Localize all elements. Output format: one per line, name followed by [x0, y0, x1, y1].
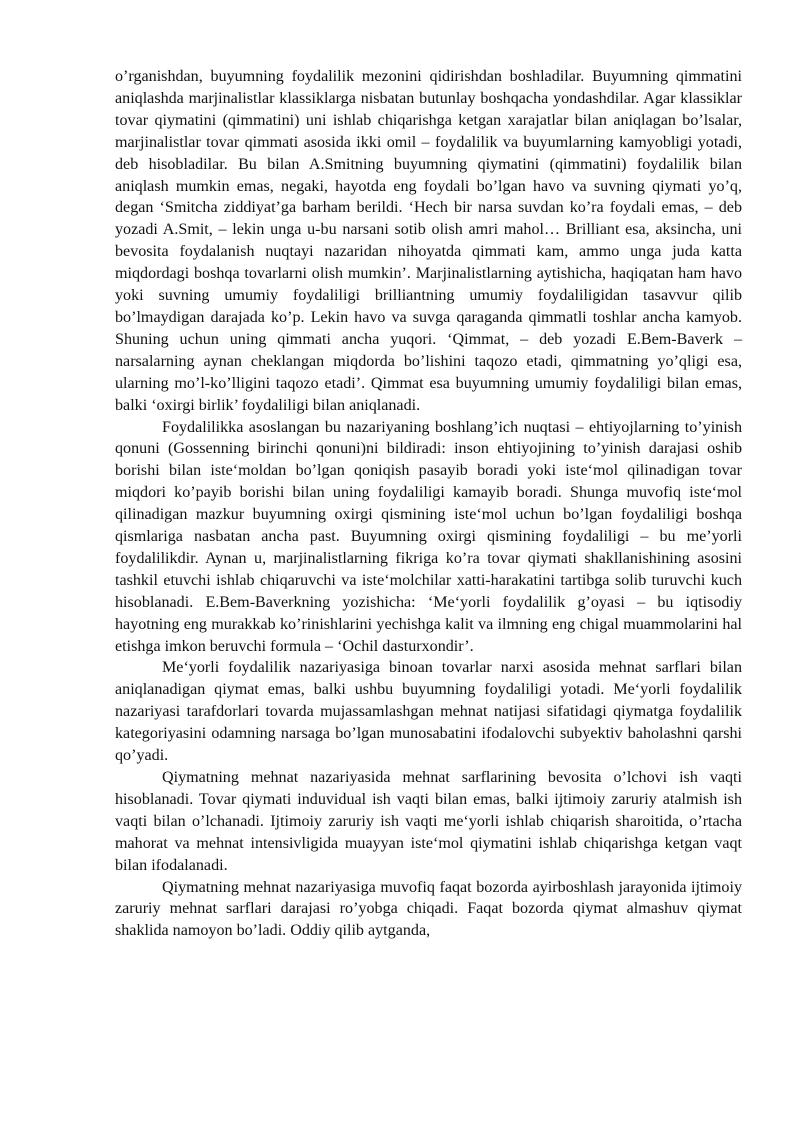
paragraph-marginalist-value: o’rganishdan, buyumning foydalilik mezonini qidirishdan boshladilar. Buyumning qimmatini aniqlashda marjinalistlar klassiklarga nisbatan butunlay boshqacha yondashdilar. Agar klassiklar tovar qiymatini (qimmatini) uni ishlab chiqarishga ketgan xarajatlar bilan aniqlagan bo’lsalar, marjinalistlar tovar qimmati asosida ikki omil – foydalilik va buyumlarning kamyobligi yotadi, deb hisobladilar. Bu bilan A.Smitning buyumning qiymatini (qimmatini) foydalilik bilan aniqlash mumkin emas, negaki, hayotda eng foydali bo’lgan havo va suvning qiymati yo’q, degan ‘Smitcha ziddiyat’ga barham berildi. ‘Hech bir narsa suvdan ko’ra foydali emas, – deb yozadi A.Smit, – lekin unga u-bu narsani sotib olish amri mahol… Brilliant esa, aksincha, uni bevosita foydalanish nuqtayi nazaridan nihoyatda qimmati kam, ammo unga juda katta miqdordagi boshqa tovarlarni olish mumkin’. Marjinalistlarning aytishicha, haqiqatan ham havo yoki suvning umumiy foydaliligi brilliantning umumiy foydaliligidan tasavvur qilib bo’lmaydigan darajada ko’p. Lekin havo va suvga qaraganda qimmatli toshlar ancha kamyob. Shuning uchun uning qimmati ancha yuqori. ‘Qimmat, – deb yozadi E.Bem-Baverk – narsalarning aynan cheklangan miqdorda bo’lishini taqozo etadi, qimmatning yo’qligi esa, ularning mo’l-ko’lligini taqozo etadi’. Qimmat esa buyumning umumiy foydaliligi bilan emas, balki ‘oxirgi birlik’ foydaliligi bilan aniqlanadi.: [115, 68, 742, 414]
paragraph-saturation-law: Foydalilikka asoslangan bu nazariyaning boshlang’ich nuqtasi – ehtiyojlarning to’yinish qonuni (Gossenning birinchi qonuni)ni bildiradi: inson ehtiyojining to’yinish darajasi oshib borishi bilan iste‘moldan bo’lgan qoniqish pasayib boradi yoki iste‘mol qilinadigan tovar miqdori ko’payib borishi bilan uning foydaliligi kamayib boradi. Shunga muvofiq iste‘mol qilinadigan mazkur buyumning oxirgi qismining iste‘mol uchun bo’lgan foydaliligi boshqa qismlariga nasbatan ancha past. Buyumning oxirgi qismining foydaliligi – bu me’yorli foydalilikdir. Aynan u, marjinalistlarning fikriga ko’ra tovar qiymati shakllanishining asosini tashkil etuvchi ishlab chiqaruvchi va iste‘molchilar xatti-harakatini tartibga solib turuvchi kuch hisoblanadi. E.Bem-Baverkning yozishicha: ‘Me‘yorli foydalilik g’oyasi – bu iqtisodiy hayotning eng murakkab ko’rinishlarini yechishga kalit va ilmning eng chigal muammolarini hal etishga imkon beruvchi formula – ‘Ochil dasturxondir’.: [115, 418, 742, 655]
paragraph-labor-time: Qiymatning mehnat nazariyasida mehnat sarflarining bevosita o’lchovi ish vaqti hisoblanadi. Tovar qiymati induvidual ish vaqti bilan emas, balki ijtimoiy zaruriy atalmish ish vaqti bilan o’lchanadi. Ijtimoiy zaruriy ish vaqti me‘yorli ishlab chiqarish sharoitida, o’rtacha mahorat va mehnat intensivligida muayyan iste‘mol qiymatini ishlab chiqarishga ketgan vaqt bilan ifodalanadi.: [115, 769, 742, 874]
paragraph-market-exchange: Qiymatning mehnat nazariyasiga muvofiq faqat bozorda ayirboshlash jarayonida ijtimoiy zaruriy mehnat sarflari darajasi ro’yobga chiqadi. Faqat bozorda qiymat almashuv qiymat shaklida namoyon bo’ladi. Oddiy qilib aytganda,: [115, 878, 742, 940]
paragraph-marginal-utility-price: Me‘yorli foydalilik nazariyasiga binoan tovarlar narxi asosida mehnat sarflari bilan aniqlanadigan qiymat emas, balki ushbu buyumning foydaliligi yotadi. Me‘yorli foydalilik nazariyasi tarafdorlari tovarda mujassamlashgan mehnat natijasi sifatidagi qiymatga foydalilik kategoriyasini odamning narsaga bo’lgan munosabatini ifodalovchi subyektiv baholashni qarshi qo’yadi.: [115, 659, 742, 765]
document-page: [115, 66, 742, 942]
